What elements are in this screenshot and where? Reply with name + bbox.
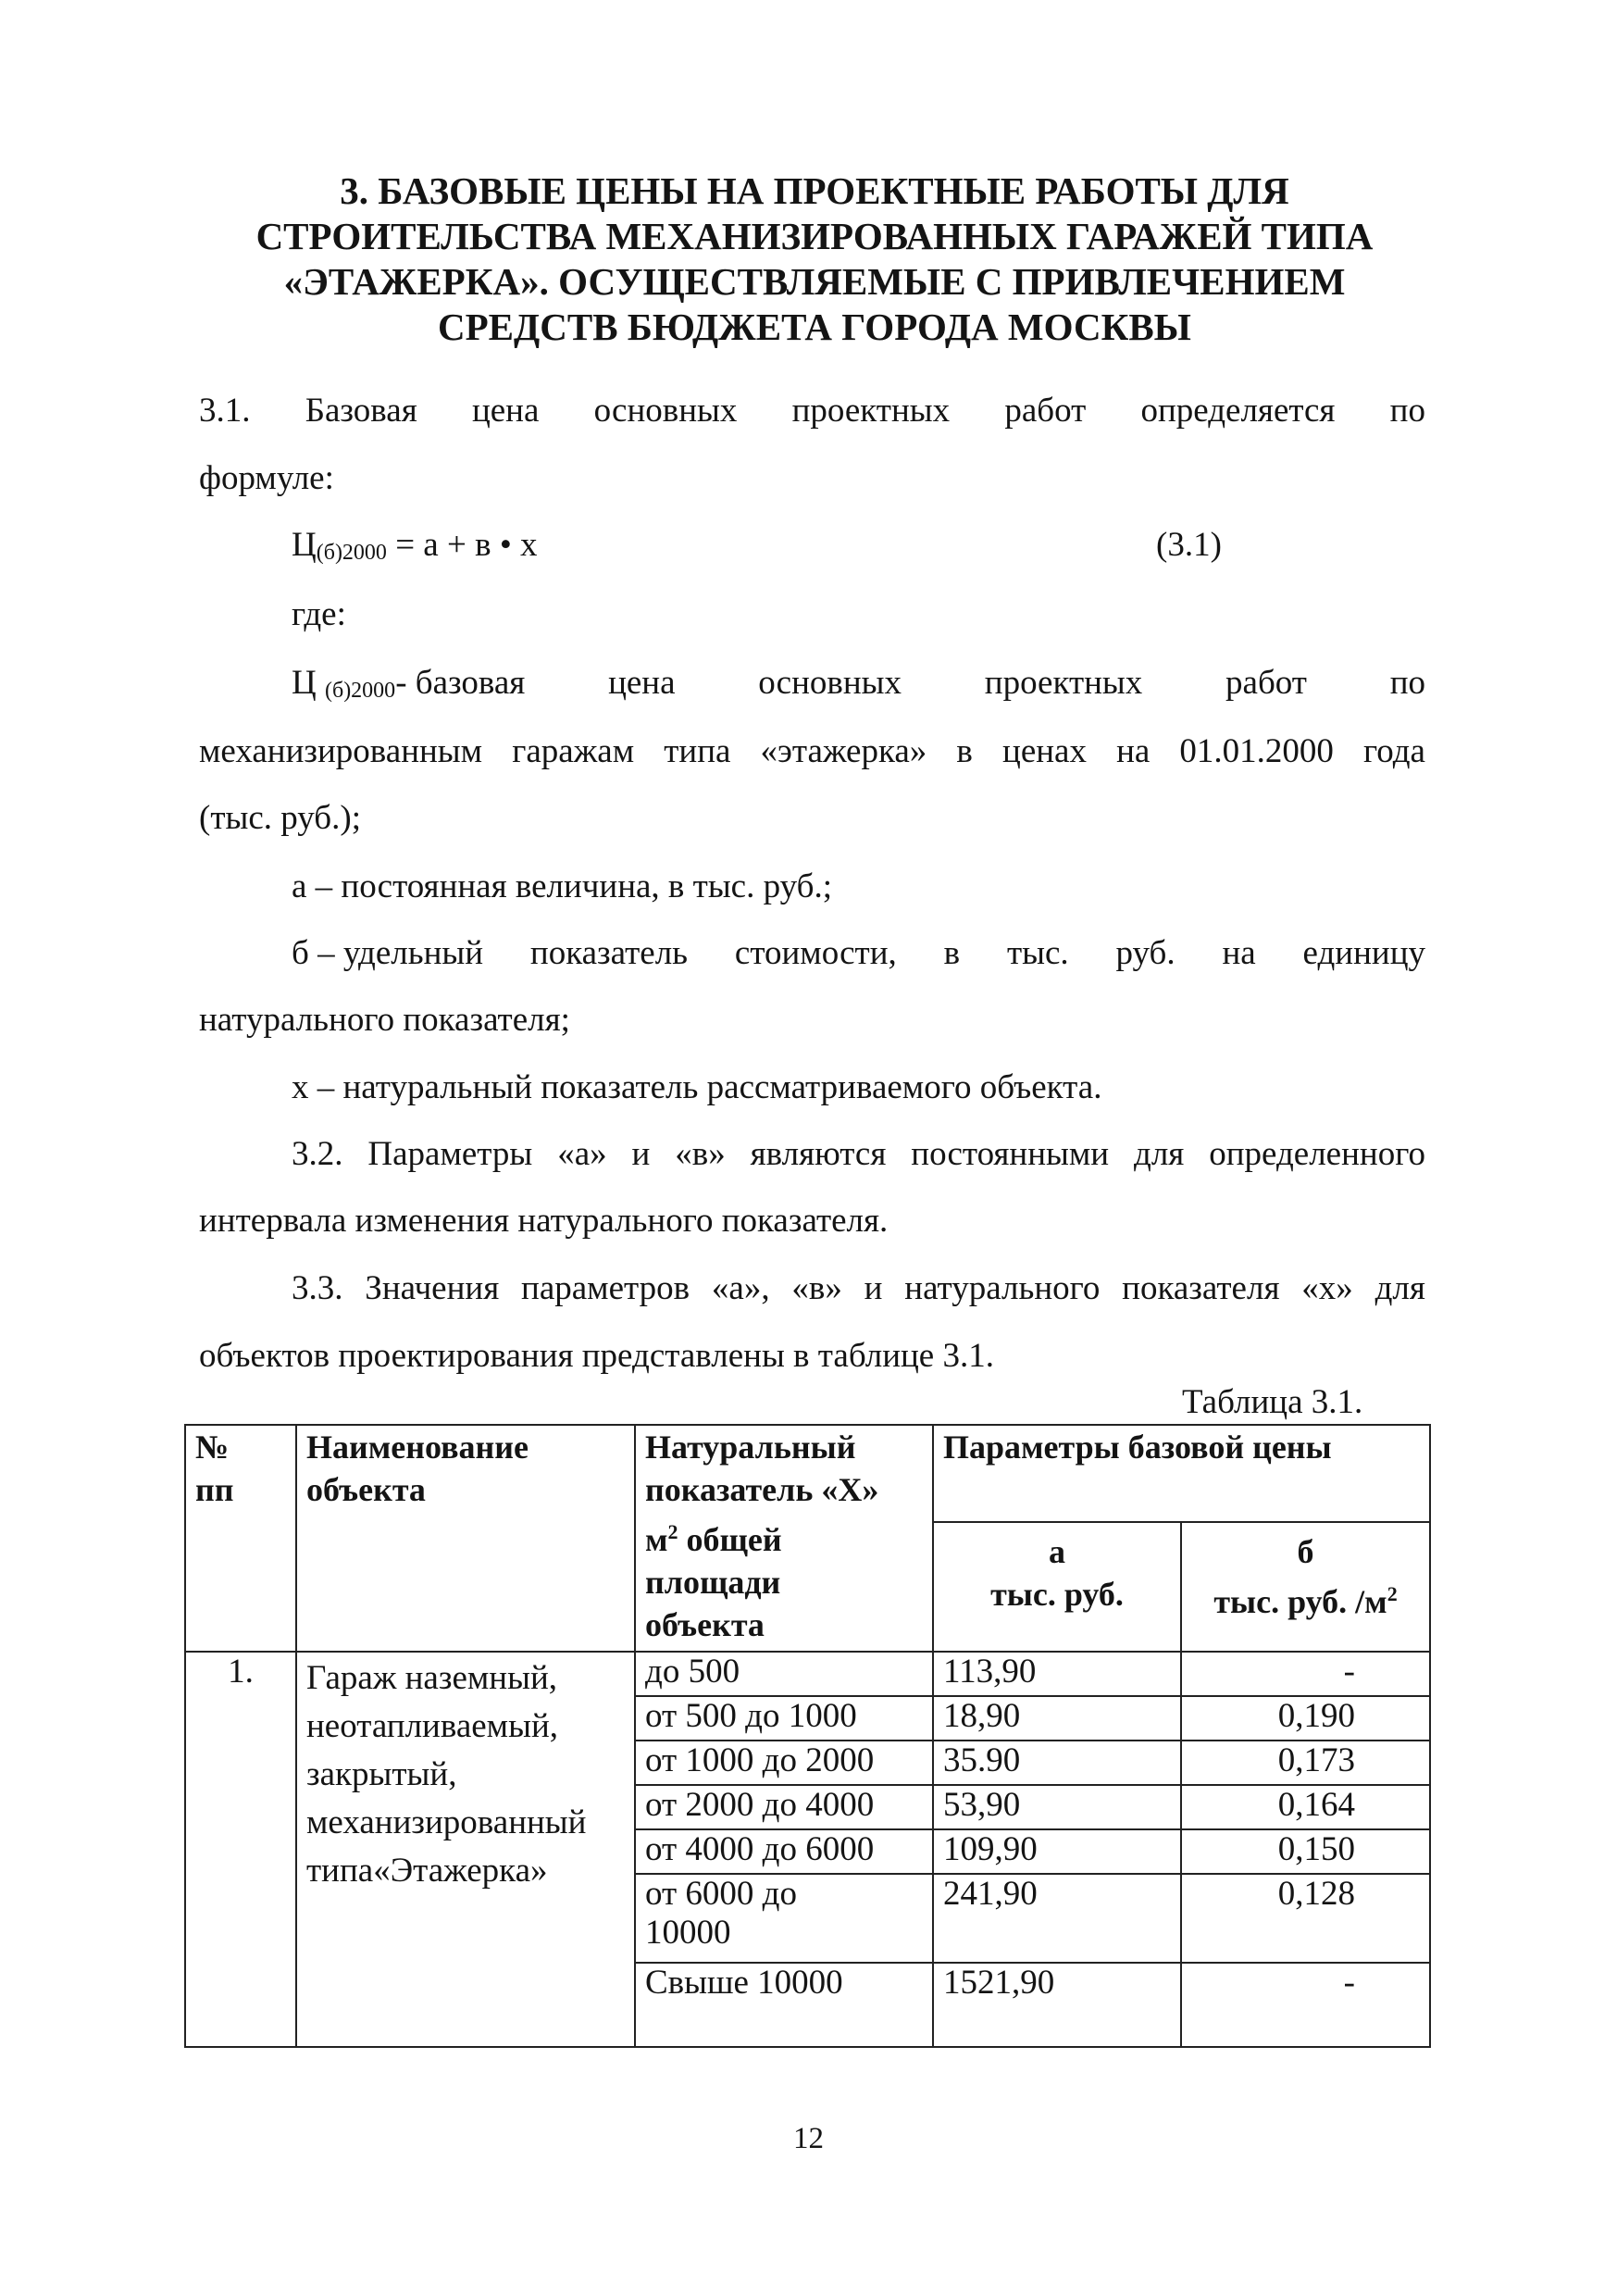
definition-line3: (тыс. руб.); xyxy=(199,799,361,837)
object-name: Гараж наземный, неотапливаемый, закрытый, механизированный типа«Этажерка» xyxy=(296,1652,635,2047)
definition-b-line2: натурального показателя; xyxy=(199,1001,570,1039)
definition-b-line1: б – удельный показатель стоимости, в тыс. руб. на единицу xyxy=(292,934,1425,972)
formula-number: (3.1) xyxy=(1156,526,1222,564)
range-cell: от 6000 до 10000 xyxy=(635,1874,933,1963)
b-cell: 0,164 xyxy=(1181,1785,1430,1829)
a-cell: 18,90 xyxy=(933,1696,1181,1741)
paragraph-3-2-line1: 3.2. Параметры «а» и «в» являются постоянными для определенного xyxy=(292,1135,1425,1173)
title-line: СРЕДСТВ БЮДЖЕТА ГОРОДА МОСКВЫ xyxy=(438,306,1191,348)
header-parameters: Параметры базовой цены xyxy=(933,1425,1430,1522)
a-cell: 113,90 xyxy=(933,1652,1181,1696)
definition-a: а – постоянная величина, в тыс. руб.; xyxy=(292,867,832,905)
title-line: СТРОИТЕЛЬСТВА МЕХАНИЗИРОВАННЫХ ГАРАЖЕЙ ТИПА xyxy=(255,215,1374,257)
paragraph-3-3-line2: объектов проектирования представлены в таблице 3.1. xyxy=(199,1337,994,1375)
paragraph-3-2-line2: интервала изменения натурального показателя. xyxy=(199,1202,889,1240)
range-cell: от 1000 до 2000 xyxy=(635,1741,933,1785)
table-caption: Таблица 3.1. xyxy=(1182,1383,1363,1421)
range-cell: от 4000 до 6000 xyxy=(635,1829,933,1874)
paragraph-3-1-line1: 3.1. Базовая цена основных проектных работ определяется по xyxy=(199,392,1425,430)
header-natural-indicator: Натуральный показатель «Х» $м^2$ общей площади объекта xyxy=(635,1425,933,1652)
a-cell: 1521,90 xyxy=(933,1963,1181,2047)
definition-line1: Ц $_{(б)2000}$- базовая цена основных проектных работ по xyxy=(292,664,1425,703)
a-cell: 241,90 xyxy=(933,1874,1181,1963)
b-cell: 0,173 xyxy=(1181,1741,1430,1785)
header-param-b: б тыс. руб. $/м^2$ xyxy=(1181,1522,1430,1652)
a-cell: 109,90 xyxy=(933,1829,1181,1874)
definition-line2: механизированным гаражам типа «этажерка» в ценах на 01.01.2000 года xyxy=(199,732,1425,770)
header-param-a: а тыс. руб. xyxy=(933,1522,1181,1652)
b-cell: - xyxy=(1181,1963,1430,2047)
range-cell: до 500 xyxy=(635,1652,933,1696)
header-number: № пп xyxy=(185,1425,296,1652)
paragraph-3-1-line2: формуле: xyxy=(199,459,334,497)
range-cell: Свыше 10000 xyxy=(635,1963,933,2047)
price-parameters-table xyxy=(184,1424,1431,2048)
b-cell: - xyxy=(1181,1652,1430,1696)
header-name: Наименование объекта xyxy=(296,1425,635,1652)
b-cell: 0,190 xyxy=(1181,1696,1430,1741)
a-cell: 35.90 xyxy=(933,1741,1181,1785)
section-title xyxy=(185,168,1444,350)
row-number: 1. xyxy=(185,1652,296,2047)
formula: $Ц_{(б)2000} = а + в$ • х xyxy=(292,526,538,565)
b-cell: 0,128 xyxy=(1181,1874,1430,1963)
where-label: где: xyxy=(292,595,346,633)
range-cell: от 500 до 1000 xyxy=(635,1696,933,1741)
range-cell: от 2000 до 4000 xyxy=(635,1785,933,1829)
a-cell: 53,90 xyxy=(933,1785,1181,1829)
title-line: 3. БАЗОВЫЕ ЦЕНЫ НА ПРОЕКТНЫЕ РАБОТЫ ДЛЯ xyxy=(340,169,1289,212)
page-number: 12 xyxy=(793,2122,824,2155)
title-line: «ЭТАЖЕРКА». ОСУЩЕСТВЛЯЕМЫЕ С ПРИВЛЕЧЕНИЕМ xyxy=(283,260,1346,303)
b-cell: 0,150 xyxy=(1181,1829,1430,1874)
definition-x: х – натуральный показатель рассматриваемого объекта. xyxy=(292,1068,1102,1106)
paragraph-3-3-line1: 3.3. Значения параметров «а», «в» и натурального показателя «х» для xyxy=(292,1269,1425,1307)
